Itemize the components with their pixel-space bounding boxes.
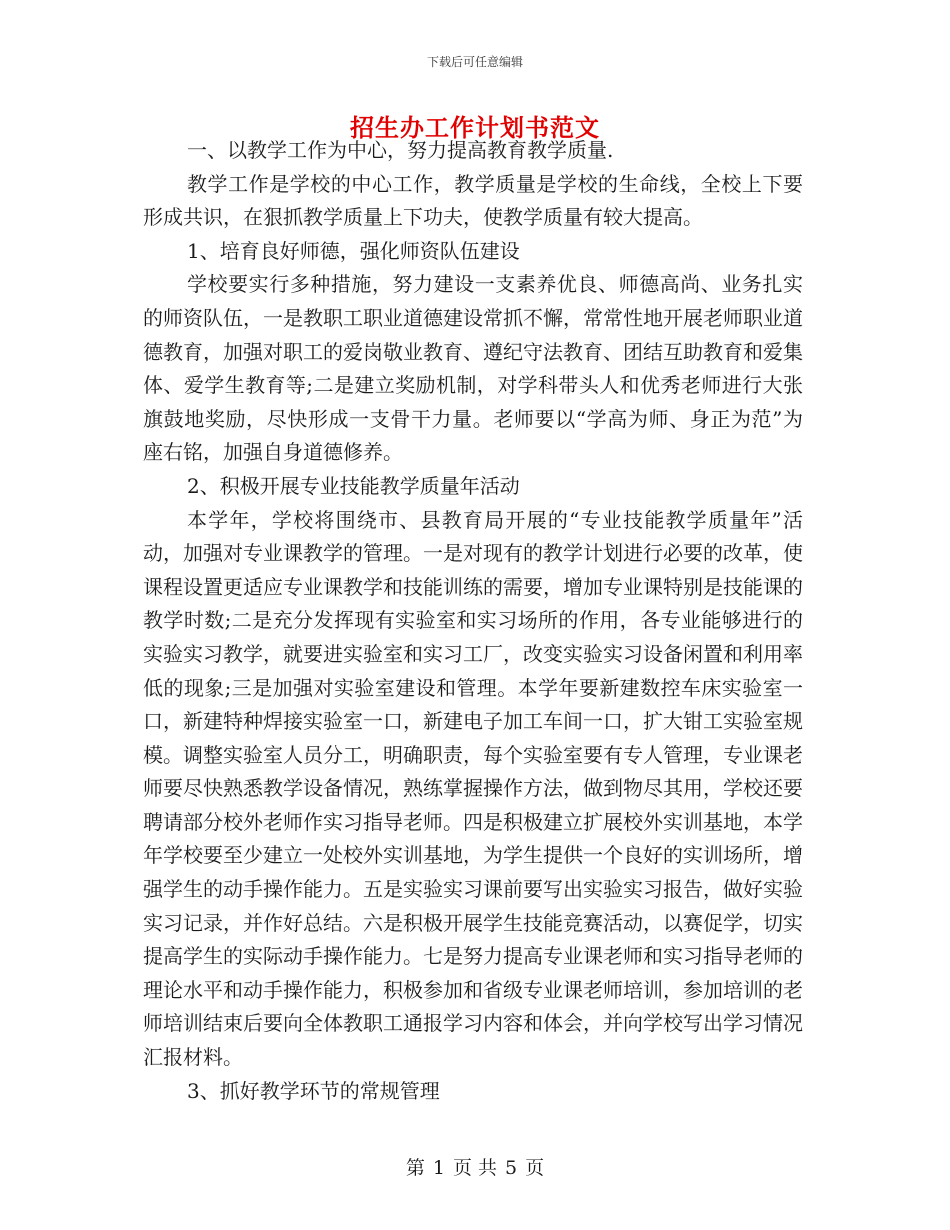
document-body: [143, 134, 803, 1108]
section-heading-1: 一、以教学工作为中心，努力提高教育教学质量.: [187, 138, 614, 162]
footer-page-total: 5: [505, 1157, 518, 1179]
paragraph-skills-year: 本学年，学校将围绕市、县教育局开展的“专业技能教学质量年”活动，加强对专业课教学的管理。一是对现有的教学计划进行必要的改革，使课程设置更适应专业课教学和技能训练的需要，增加专业课特别是技能课的教学时数;二是充分发挥现有实验室和实习场所的作用，各专业能够进行的实验实习教学，就要进实验室和实习工厂，改变实验实习设备闲置和利用率低的现象;三是加强对实验室建设和管理。本学年要新建数控车床实验室一口，新建特种焊接实验室一口，新建电子加工车间一口，扩大钳工实验室规模。调整实验室人员分工，明确职责，每个实验室要有专人管理，专业课老师要尽快熟悉教学设备情况，熟练掌握操作方法，做到物尽其用，学校还要聘请部分校外老师作实习指导老师。四是积极建立扩展校外实训基地，本学年学校要至少建立一处校外实训基地，为学生提供一个良好的实训场所，增强学生的动手操作能力。五是实验实习课前要写出实验实习报告，做好实验实习记录，并作好总结。六是积极开展学生技能竞赛活动，以赛促学，切实提高学生的实际动手操作能力。七是努力提高专业课老师和实习指导老师的理论水平和动手操作能力，积极参加和省级专业课老师培训，参加培训的老师培训结束后要向全体教职工通报学习内容和体会，并向学校写出学习情况汇报材料。: [143, 507, 803, 1070]
footer-suffix: 页: [525, 1157, 545, 1179]
paragraph-intro: 教学工作是学校的中心工作，教学质量是学校的生命线，全校上下要形成共识，在狠抓教学质量上下功夫，使教学质量有较大提高。: [143, 171, 803, 230]
header-note: 下载后可任意编辑: [426, 55, 523, 69]
footer-prefix: 第: [405, 1157, 425, 1179]
subheading-2: 2、积极开展专业技能教学质量年活动: [187, 473, 520, 498]
subheading-3: 3、抓好教学环节的常规管理: [187, 1078, 440, 1103]
document-title: 招生办工作计划书范文: [350, 113, 600, 142]
footer-mid: 页 共: [452, 1157, 498, 1179]
footer-page-number: 1: [432, 1157, 445, 1179]
page-footer: [0, 1153, 950, 1180]
subheading-1: 1、培育良好师德，强化师资队伍建设: [187, 238, 520, 263]
paragraph-teacher-ethics: 学校要实行多种措施，努力建设一支素养优良、师德高尚、业务扎实的师资队伍，一是教职工职业道德建设常抓不懈，常常性地开展老师职业道德教育，加强对职工的爱岗敬业教育、遵纪守法教育、团结互助教育和爱集体、爱学生教育等;二是建立奖励机制，对学科带头人和优秀老师进行大张旗鼓地奖励，尽快形成一支骨干力量。老师要以“学高为师、身正为范”为座右铭，加强自身道德修养。: [143, 272, 803, 465]
